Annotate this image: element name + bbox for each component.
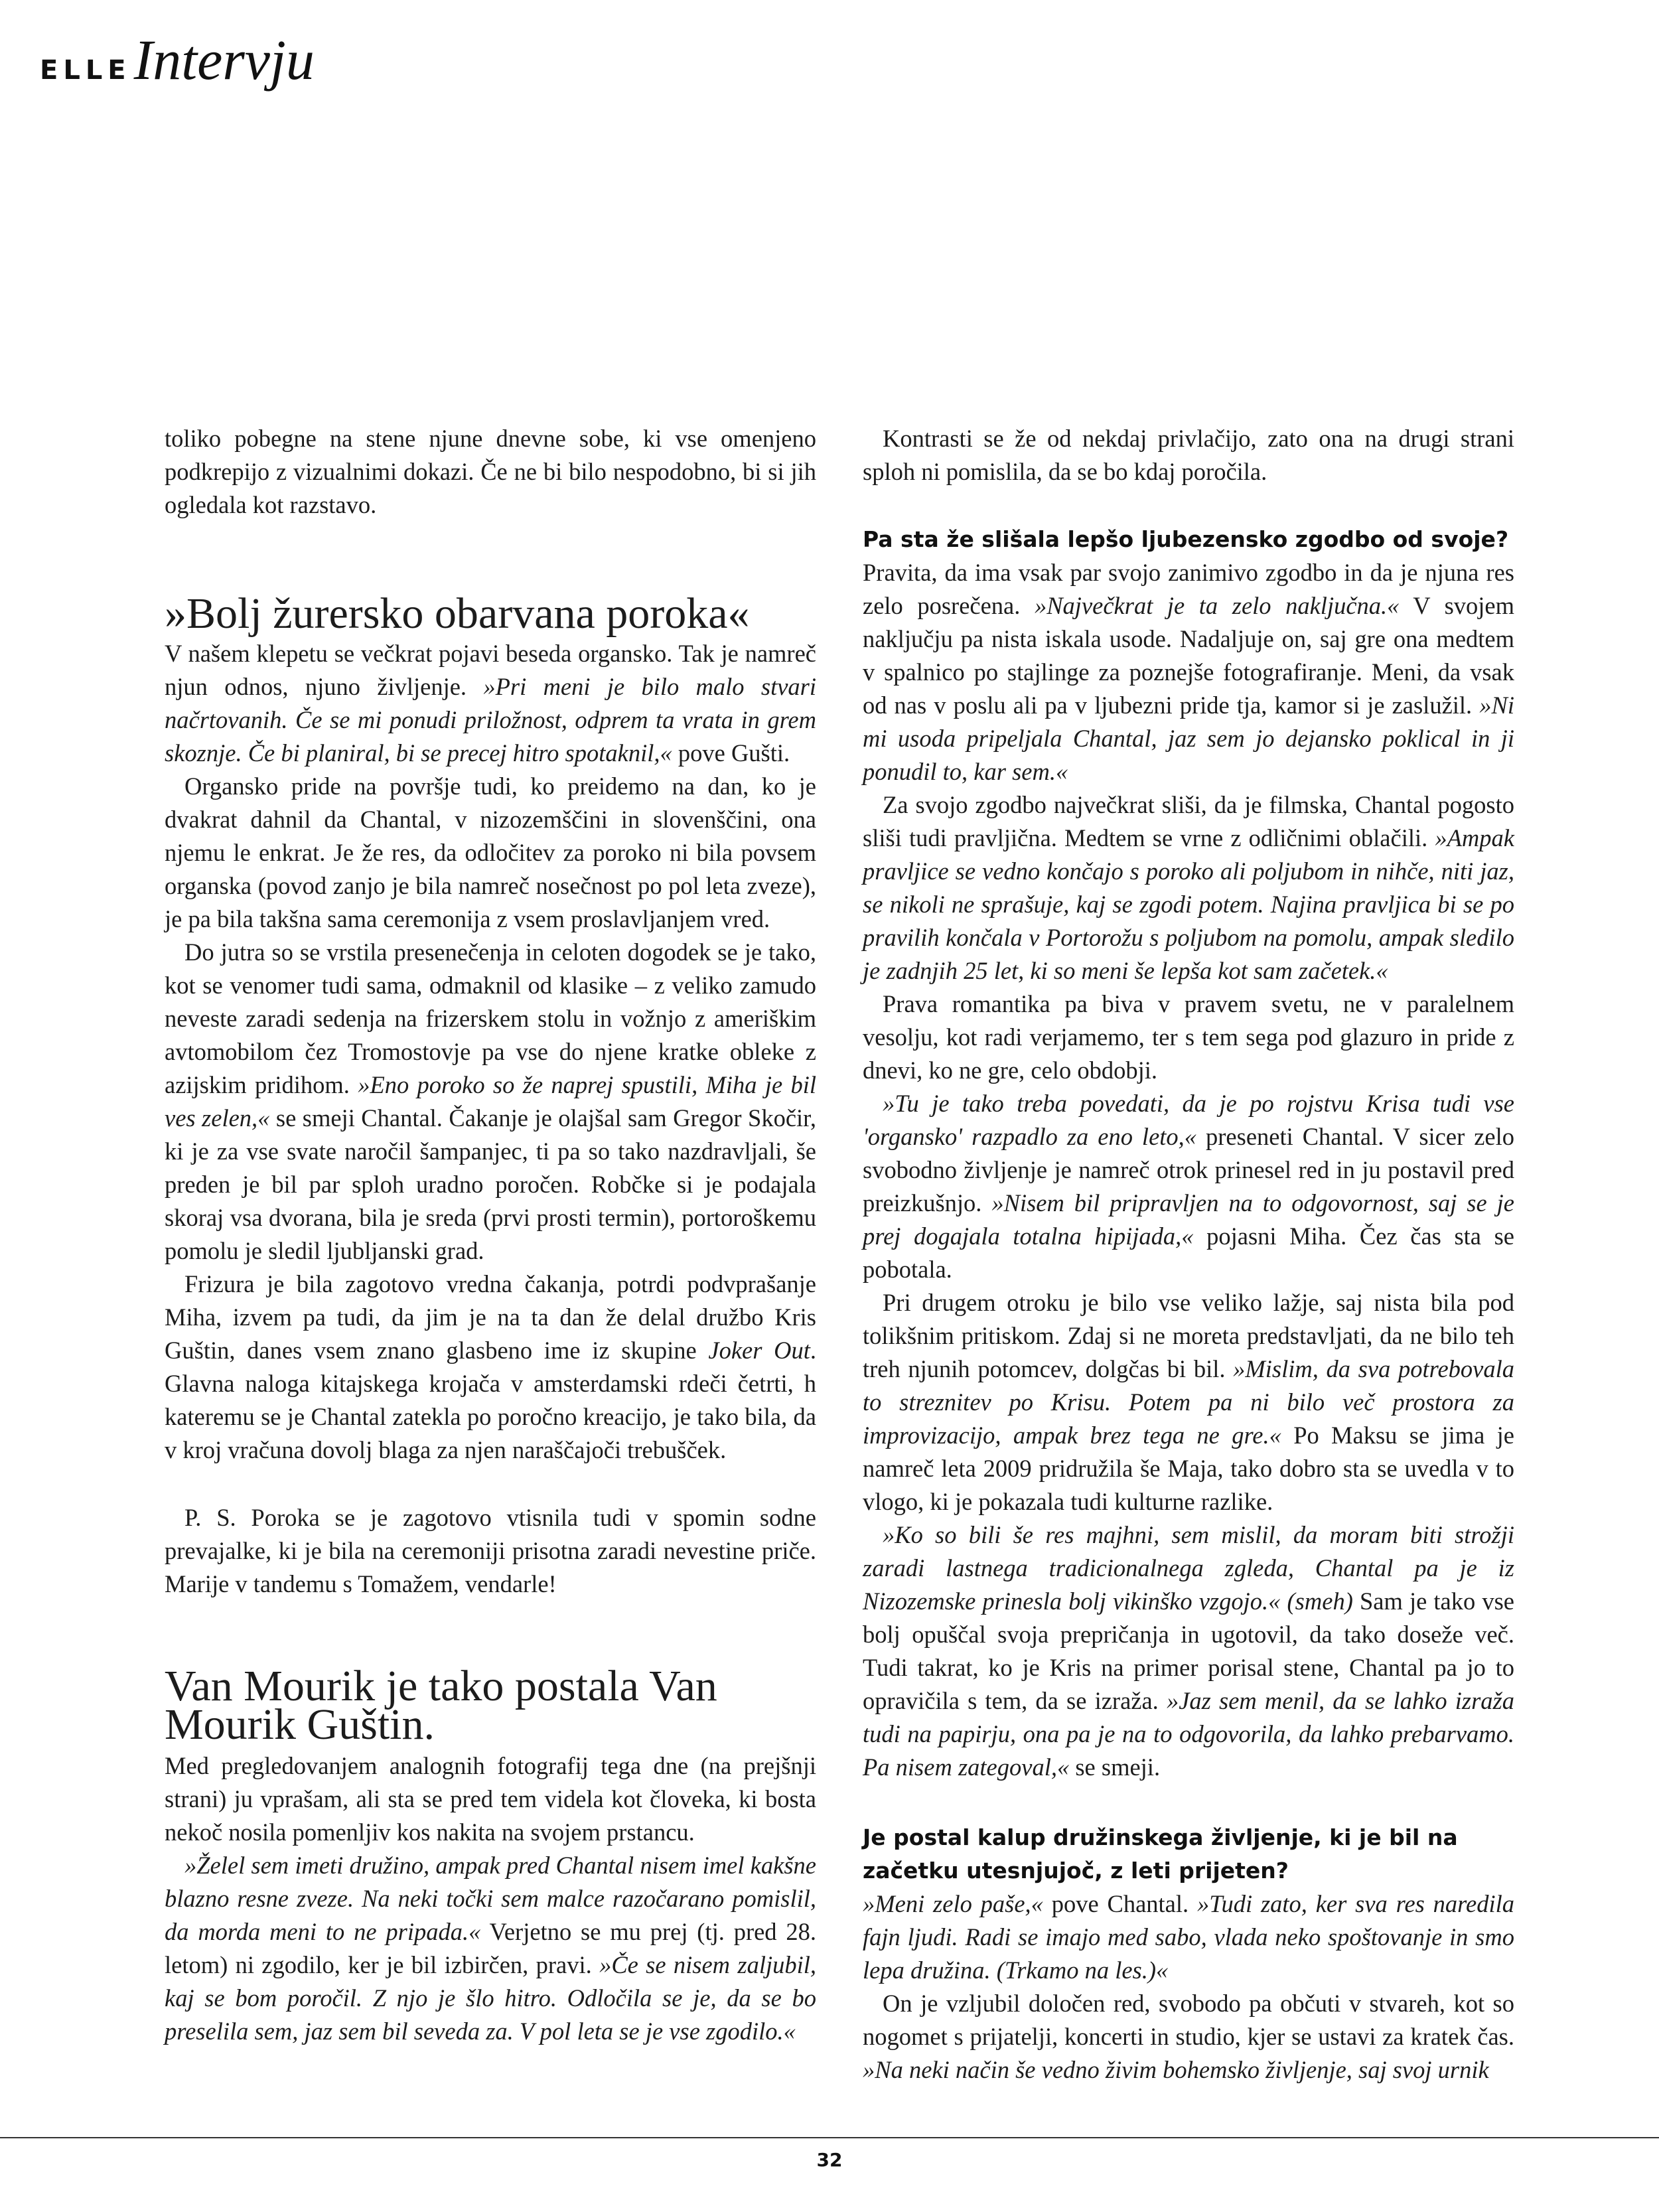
paragraph: Prava romantika pa biva v pravem svetu, ne v paralelnem vesolju, kot radi verjamemo, ter s tem sega pod glazuro in pride z dnevi, ko ne gre, celo obdobji. xyxy=(863,990,1514,1084)
page-number: 32 xyxy=(816,2149,843,2171)
paragraph: On je vzljubil določen red, svobodo pa občuti v stvareh, kot so nogomet s prijatelji, koncerti in studio, kjer se ustavi za kratek čas. »Na neki način še vedno živim bohemsko življenje, saj svoj urnik xyxy=(863,1990,1514,2083)
paragraph: Za svojo zgodbo največkrat sliši, da je filmska, Chantal pogosto sliši tudi pravljična. Medtem se vrne z odličnimi oblačili. »Ampak pravljice se vedno končajo s poroko ali poljubom in nihče, niti jaz, se nikoli ne sprašuje, kaj se zgodi potem. Najina pravljica bi se po pravilih končala v Portorožu s poljubom na pomolu, ampak sledilo je zadnjih 25 let, ki so meni še lepša kot sam začetek.« xyxy=(863,791,1514,984)
page-header xyxy=(40,27,315,92)
paragraph: Do jutra so se vrstila presenečenja in celoten dogodek se je tako, kot se venomer tudi sama, odmaknil od klasike – z veliko zamudo neveste zaradi sedenja na frizerskem stolu in vožnjo z ameriškim avtomobilom čez Tromostovje pa vse do njene kratke obleke z azijskim pridihom. »Eno poroko so že naprej spustili, Miha je bil ves zelen,« se smeji Chantal. Čakanje je olajšal sam Gregor Skočir, ki je za vse svate naročil šampanjec, ti pa so tako nazdravljali, še preden je bil par sploh uradno poročen. Robčke si je podajala skoraj vsa dvorana, bila je sreda (prvi prosti termin), portoroškemu pomolu je sledil ljubljanski grad. xyxy=(165,938,816,1264)
paragraph: toliko pobegne na stene njune dnevne sobe, ki vse omenjeno podkrepijo z vizualnimi dokazi. Če ne bi bilo nespodobno, bi si jih ogledala kot razstavo. xyxy=(165,425,816,518)
paragraph: Organsko pride na površje tudi, ko preidemo na dan, ko je dvakrat dahnil da Chantal, v nizozemščini in slovenščini, ona njemu le enkrat. Je že res, da odločitev za poroko ni bila povsem organska (povod zanjo je bila namreč nosečnost po pol leta zveze), je pa bila takšna sama ceremonija z vsem proslavljanjem vred. xyxy=(165,773,816,932)
subheading: Van Mourik je tako postala Van Mourik Guštin. xyxy=(165,1662,717,1749)
paragraph: Frizura je bila zagotovo vredna čakanja, potrdi podvprašanje Miha, izvem pa tudi, da jim je na ta dan že delal družbo Kris Guštin, danes vsem znano glasbeno ime iz skupine Joker Out. Glavna naloga kitajskega krojača v amsterdamski rdeči četrti, h kateremu se je Chantal zatekla po poročno kreacijo, je tako bila, da v kroj vračuna dovolj blaga za njen naraščajoči trebušček. xyxy=(165,1270,816,1463)
paragraph: Med pregledovanjem analognih fotografij tega dne (na prejšnji strani) ju vprašam, ali sta se pred tem videla kot človeka, ki bosta nekoč nosila pomenljiv kos nakita na svojem prstancu. xyxy=(165,1752,816,1846)
paragraph: Pri drugem otroku je bilo vse veliko lažje, saj nista bila pod tolikšnim pritiskom. Zdaj si ne moreta predstavljati, da ne bilo teh treh njunih potomcev, dolgčas bi bil. »Mislim, da sva potrebovala to streznitev po Krisu. Potem pa ni bilo več prostora za improvizacijo, ampak brez tega ne gre.« Po Maksu se jima je namreč leta 2009 pridružila še Maja, tako dobro sta se uvedla v to vlogo, ki je pokazala tudi kulturne razlike. xyxy=(863,1289,1515,1515)
paragraph: P. S. Poroka se je zagotovo vtisnila tudi v spomin sodne prevajalke, ki je bila na ceremoniji prisotna zaradi nevestine priče. Marije v tandemu s Tomažem, vendarle! xyxy=(165,1504,816,1597)
left-column xyxy=(165,422,816,2048)
interview-question: Pa sta že slišala lepšo ljubezensko zgodbo od svoje? xyxy=(863,526,1509,552)
paragraph: Pravita, da ima vsak par svojo zanimivo zgodbo in da je njuna res zelo posrečena. »Največkrat je ta zelo naključna.« V svojem naključju pa nista iskala usode. Nadaljuje on, saj gre ona medtem v spalnico po stajlinge za poznejše fotografiranje. Meni, da vsak od nas v poslu ali pa v ljubezni pride tja, kamor si je zaslužil. »Ni mi usoda pripeljala Chantal, jaz sem jo dejansko poklical in ji ponudil to, kar sem.« xyxy=(863,559,1515,785)
paragraph: »Meni zelo paše,« pove Chantal. »Tudi zato, ker sva res naredila fajn ljudi. Radi se imajo med sabo, vlada neko spoštovanje in smo lepa družina. (Trkamo na les.)« xyxy=(863,1890,1514,1984)
subheading: »Bolj žurersko obarvana poroka« xyxy=(165,589,750,638)
paragraph: »Ko so bili še res majhni, sem mislil, da moram biti strožji zaradi lastnega tradicionalnega zgleda, Chantal pa je iz Nizozemske prinesla bolj vikinško vzgojo.« (smeh) Sam je tako vse bolj opuščal svoja prepričanja in ugotovil, da tako doseže več. Tudi takrat, ko je Kris na primer porisal stene, Chantal pa jo to opravičila s tem, da se izraža. »Jaz sem menil, da se lahko izraža tudi na papirju, ona pa je na to odgovorila, da lahko prebarvamo. Pa nisem zategoval,« se smeji. xyxy=(863,1521,1515,1781)
interview-question: Je postal kalup družinskega življenje, ki je bil na začetku utesnjujoč, z leti prijeten? xyxy=(863,1824,1458,1883)
right-column xyxy=(863,422,1514,2087)
paragraph: »Želel sem imeti družino, ampak pred Chantal nisem imel kakšne blazno resne zveze. Na neki točki sem malce razočarano pomislil, da morda meni to ne pripada.« Verjetno se mu prej (tj. pred 28. letom) ni zgodilo, ker je bil izbirčen, pravi. »Če se nisem zaljubil, kaj se bom poročil. Z njo je šlo hitro. Odločila se je, da se bo preselila sem, jaz sem bil seveda za. V pol leta se je vse zgodilo.« xyxy=(165,1852,817,2045)
paragraph: Kontrasti se že od nekdaj privlačijo, zato ona na drugi strani sploh ni pomislila, da se bo kdaj poročila. xyxy=(863,425,1514,485)
magazine-logo: ELLE xyxy=(40,55,131,86)
paragraph: »Tu je tako treba povedati, da je po rojstvu Krisa tudi vse 'organsko' razpadlo za eno leto,« preseneti Chantal. V sicer zelo svobodno življenje je namreč otrok prinesel red in ju postavil pred preizkušnjo. »Nisem bil pripravljen na to odgovornost, saj se je prej dogajala totalna hipijada,« pojasni Miha. Čez čas sta se pobotala. xyxy=(863,1090,1514,1283)
paragraph: V našem klepetu se večkrat pojavi beseda organsko. Tak je namreč njun odnos, njuno življenje. »Pri meni je bilo malo stvari načrtovanih. Če se mi ponudi priložnost, odprem ta vrata in grem skoznje. Če bi planiral, bi se precej hitro spotaknil,« pove Gušti. xyxy=(165,640,816,767)
footer-divider xyxy=(0,2137,1659,2138)
section-title: Intervju xyxy=(133,28,315,92)
